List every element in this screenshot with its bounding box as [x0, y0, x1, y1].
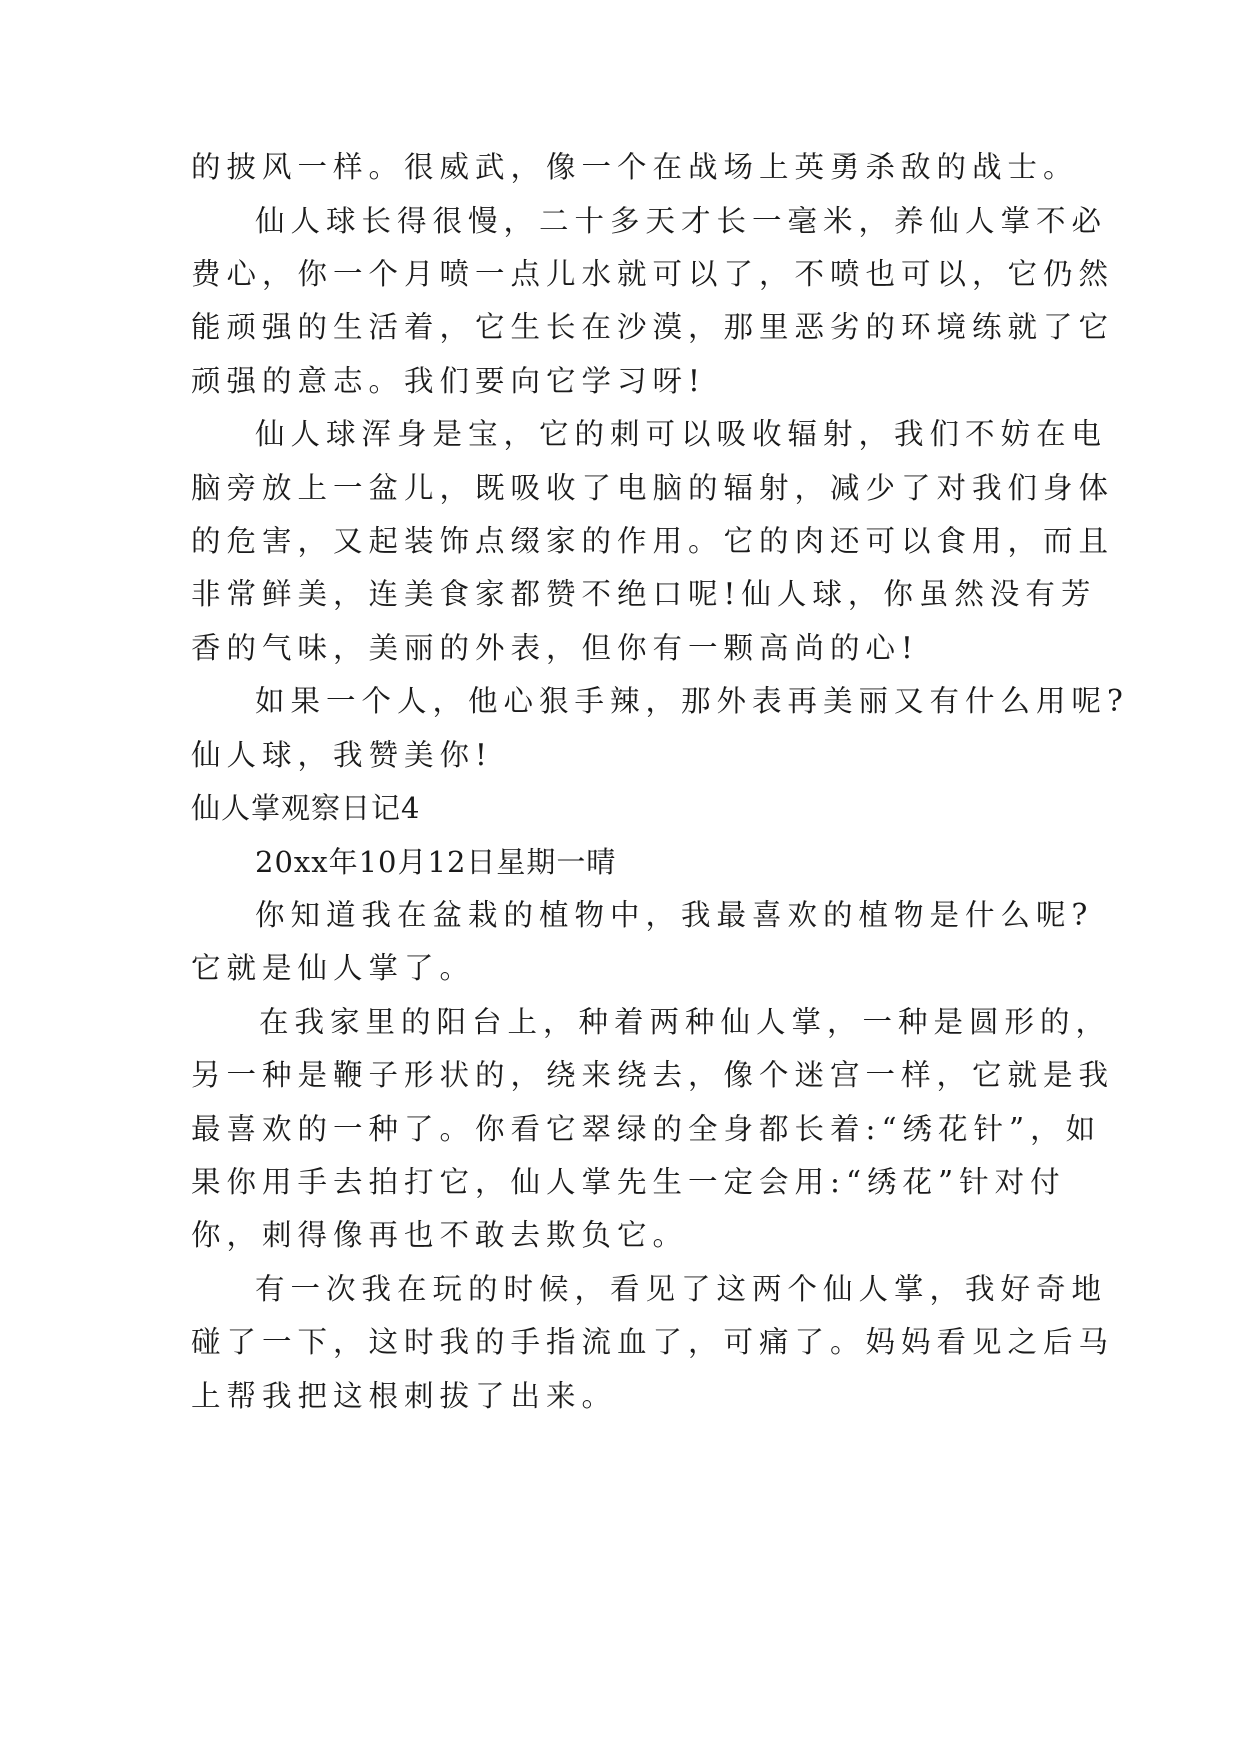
diary-date: 20xx年10月12日星期一晴 [255, 845, 617, 879]
text-line: 最喜欢的一种了。你看它翠绿的全身都长着:“绣花针”，如 [191, 1112, 1102, 1146]
text-line: 顽强的意志。我们要向它学习呀! [191, 364, 706, 398]
text-line: 仙人球，我赞美你! [191, 738, 493, 772]
text-line: 如果一个人，他心狠手辣，那外表再美丽又有什么用呢? [255, 684, 1129, 718]
text-line: 仙人球长得很慢，二十多天才长一毫米，养仙人掌不必 [255, 204, 1108, 238]
text-line: 有一次我在玩的时候，看见了这两个仙人掌，我好奇地 [255, 1272, 1108, 1306]
text-line: 能顽强的生活着，它生长在沙漠，那里恶劣的环境练就了它 [191, 310, 1115, 344]
text-line: 仙人球浑身是宝，它的刺可以吸收辐射，我们不妨在电 [255, 417, 1108, 451]
text-line: 费心，你一个月喷一点儿水就可以了，不喷也可以，它仍然 [191, 257, 1115, 291]
text-line: 上帮我把这根刺拔了出来。 [191, 1379, 618, 1413]
text-line: 它就是仙人掌了。 [191, 951, 476, 985]
text-line: 的披风一样。很威武，像一个在战场上英勇杀敌的战士。 [191, 150, 1079, 184]
text-line: 香的气味，美丽的外表，但你有一颗高尚的心! [191, 631, 919, 665]
text-line: 碰了一下，这时我的手指流血了，可痛了。妈妈看见之后马 [191, 1325, 1115, 1359]
text-line: 另一种是鞭子形状的，绕来绕去，像个迷宫一样，它就是我 [191, 1058, 1115, 1092]
section-title: 仙人掌观察日记4 [191, 791, 421, 825]
text-line: 果你用手去拍打它，仙人掌先生一定会用:“绣花”针对付 [191, 1165, 1066, 1199]
text-line: 你，刺得像再也不敢去欺负它。 [191, 1218, 689, 1252]
text-line: 脑旁放上一盆儿，既吸收了电脑的辐射，减少了对我们身体 [191, 471, 1115, 505]
text-line: 非常鲜美，连美食家都赞不绝口呢!仙人球，你虽然没有芳 [191, 577, 1097, 611]
text-line: 的危害，又起装饰点缀家的作用。它的肉还可以食用，而且 [191, 524, 1115, 558]
text-line: 你知道我在盆栽的植物中，我最喜欢的植物是什么呢? [255, 898, 1094, 932]
text-line: 在我家里的阳台上，种着两种仙人掌，一种是圆形的， [259, 1005, 1112, 1039]
